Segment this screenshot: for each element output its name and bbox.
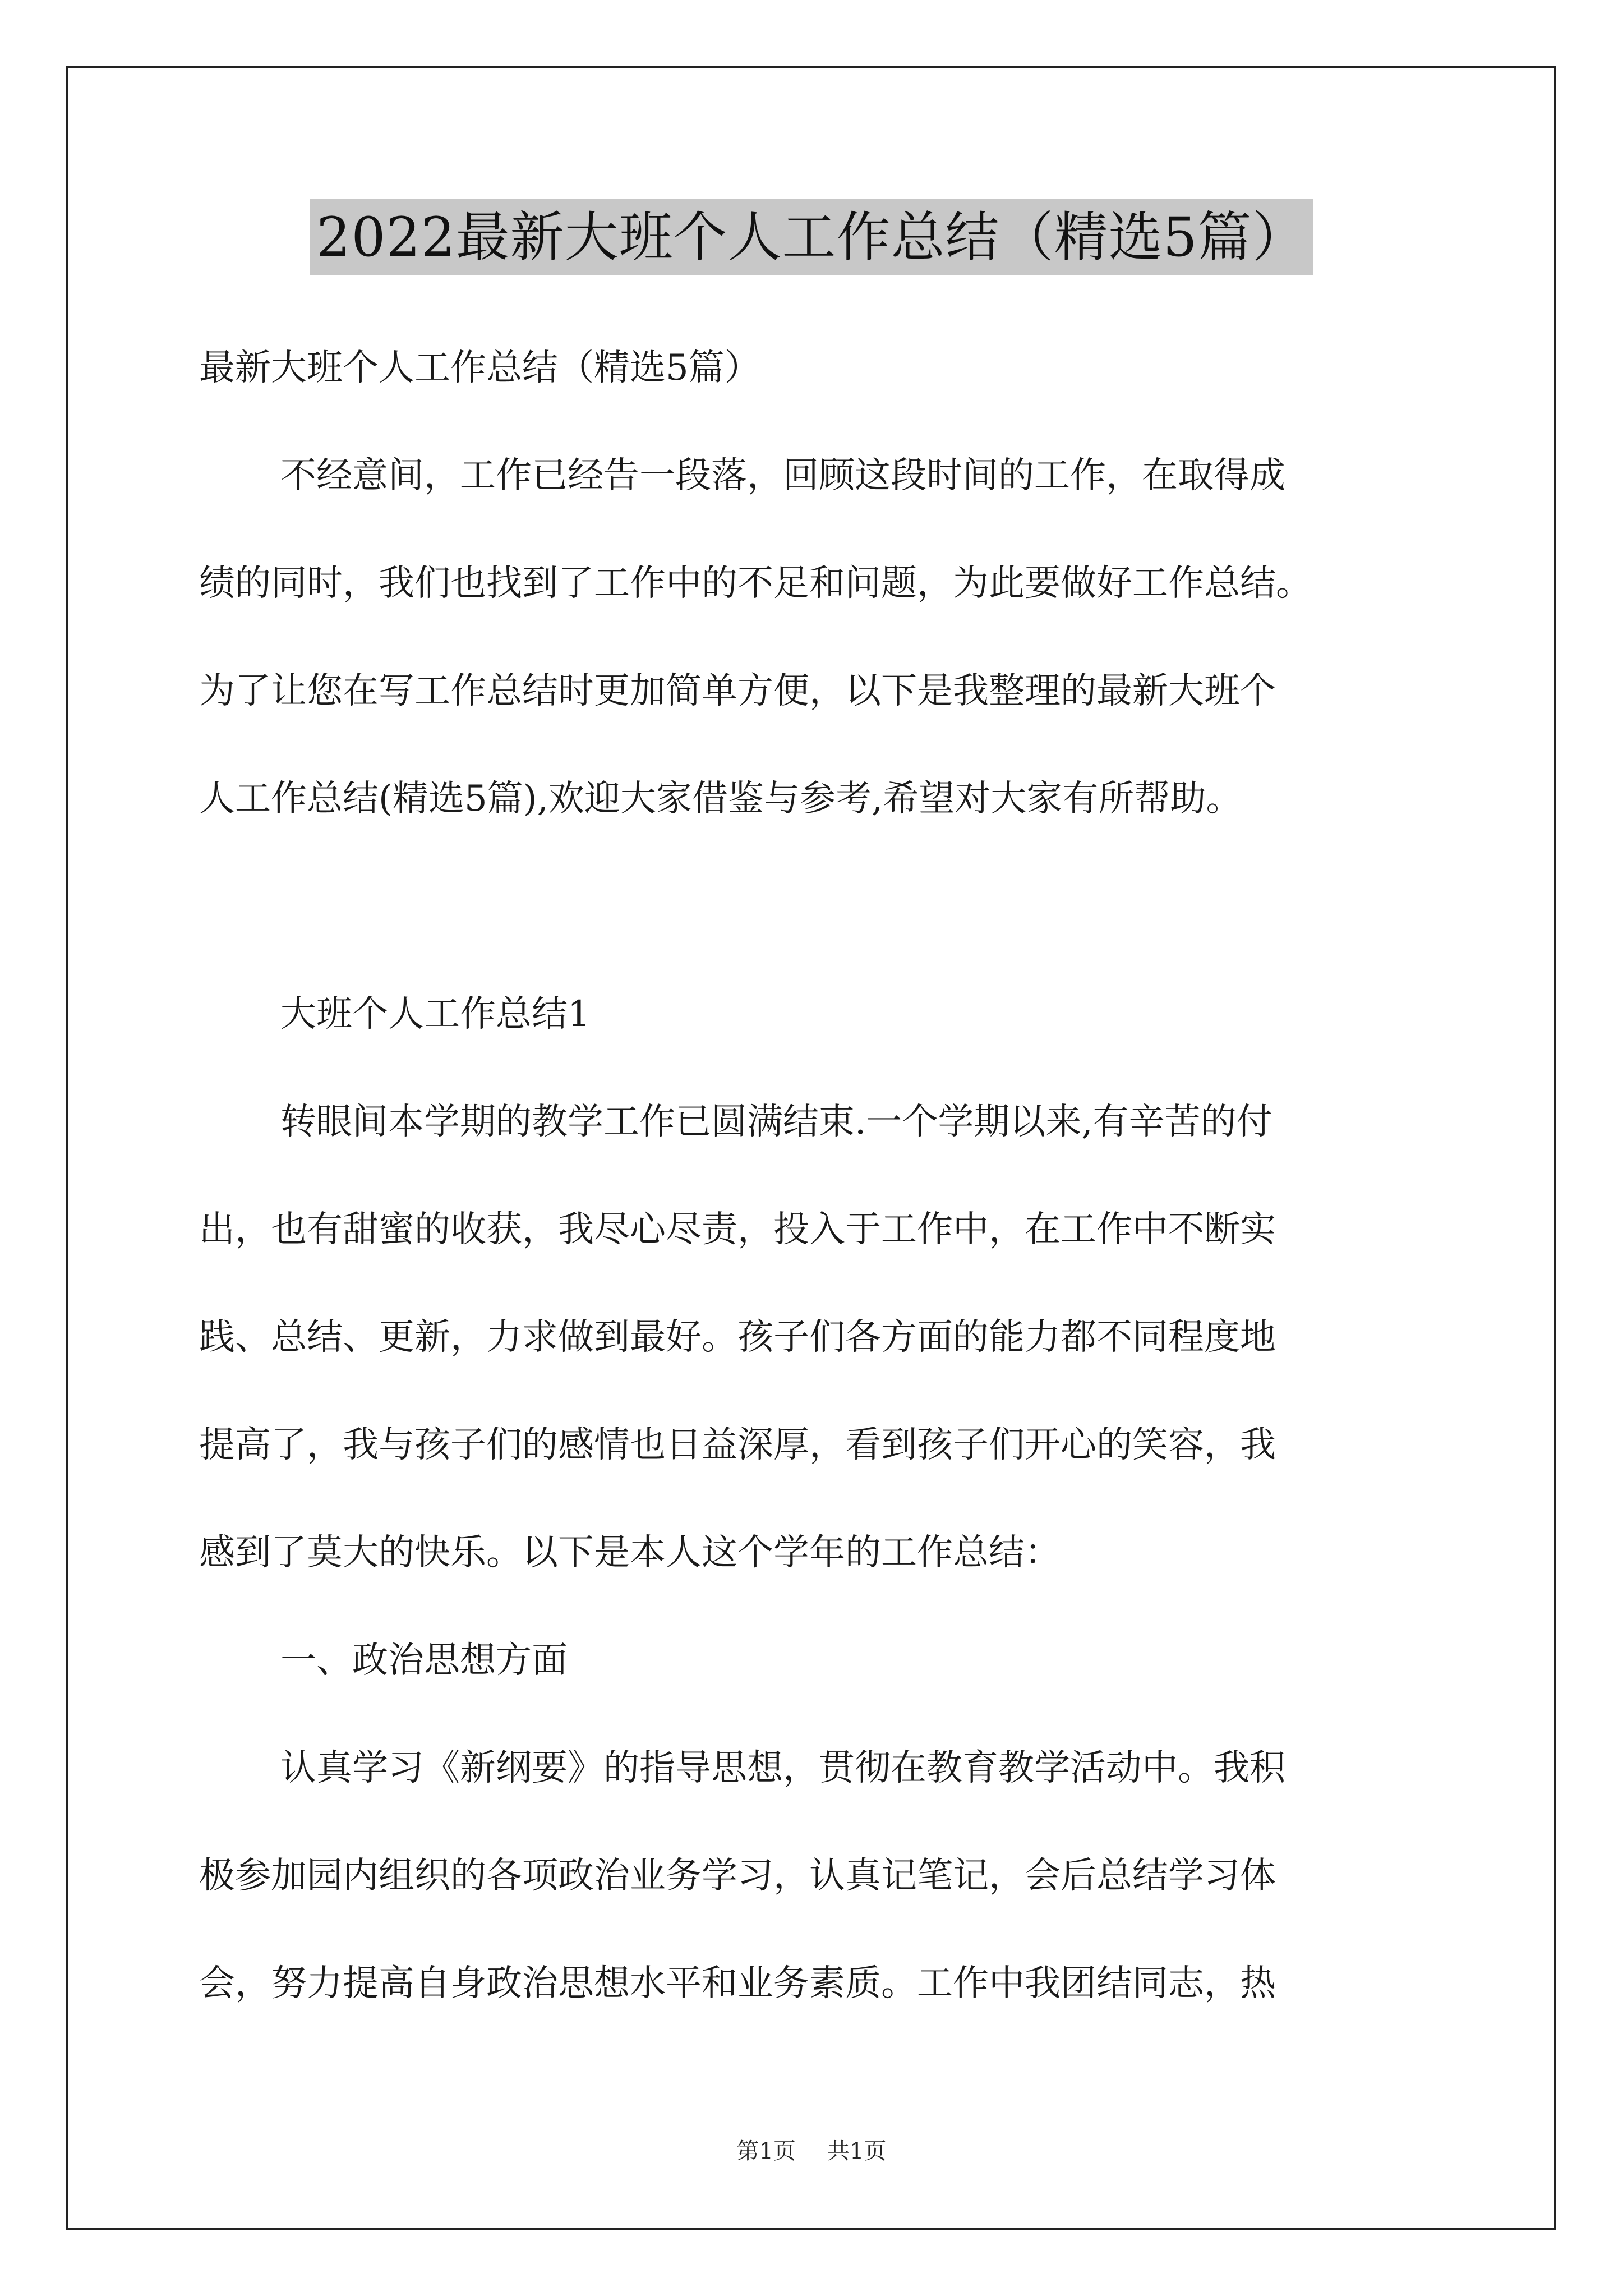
- intro-line: 为了让您在写工作总结时更加简单方便，以下是我整理的最新大班个: [199, 670, 1276, 712]
- section-line: 提高了，我与孩子们的感情也日益深厚，看到孩子们开心的笑容，我: [199, 1424, 1276, 1466]
- sub-line: 极参加园内组织的各项政治业务学习，认真记笔记，会后总结学习体: [199, 1855, 1276, 1897]
- section-line: 践、总结、更新，力求做到最好。孩子们各方面的能力都不同程度地: [199, 1317, 1276, 1358]
- intro-line: 人工作总结(精选5篇),欢迎大家借鉴与参考,希望对大家有所帮助。: [199, 778, 1242, 820]
- page-total: 共1页: [827, 2138, 887, 2164]
- section-line: 转眼间本学期的教学工作已圆满结束.一个学期以来,有辛苦的付: [280, 1101, 1272, 1143]
- section-heading: 大班个人工作总结1: [280, 993, 591, 1035]
- page-number: 第1页: [736, 2138, 796, 2164]
- section-line: 出，也有甜蜜的收获，我尽心尽责，投入于工作中，在工作中不断实: [199, 1209, 1276, 1250]
- title-container: [0, 199, 1623, 275]
- intro-line: 不经意间，工作已经告一段落，回顾这段时间的工作，在取得成: [280, 455, 1285, 496]
- subheading: 一、政治思想方面: [280, 1640, 568, 1681]
- intro-line: 绩的同时，我们也找到了工作中的不足和问题，为此要做好工作总结。: [199, 563, 1312, 604]
- document-title: 2022最新大班个人工作总结（精选5篇）: [310, 199, 1313, 275]
- paragraph-gap: [199, 853, 1427, 960]
- document-subtitle: 最新大班个人工作总结（精选5篇）: [199, 347, 760, 389]
- page-footer: [0, 2134, 1623, 2168]
- document-body: [199, 314, 1427, 2037]
- sub-line: 会，努力提高自身政治思想水平和业务素质。工作中我团结同志，热: [199, 1963, 1276, 2004]
- section-line: 感到了莫大的快乐。以下是本人这个学年的工作总结：: [199, 1532, 1061, 1573]
- sub-line: 认真学习《新纲要》的指导思想，贯彻在教育教学活动中。我积: [280, 1747, 1285, 1789]
